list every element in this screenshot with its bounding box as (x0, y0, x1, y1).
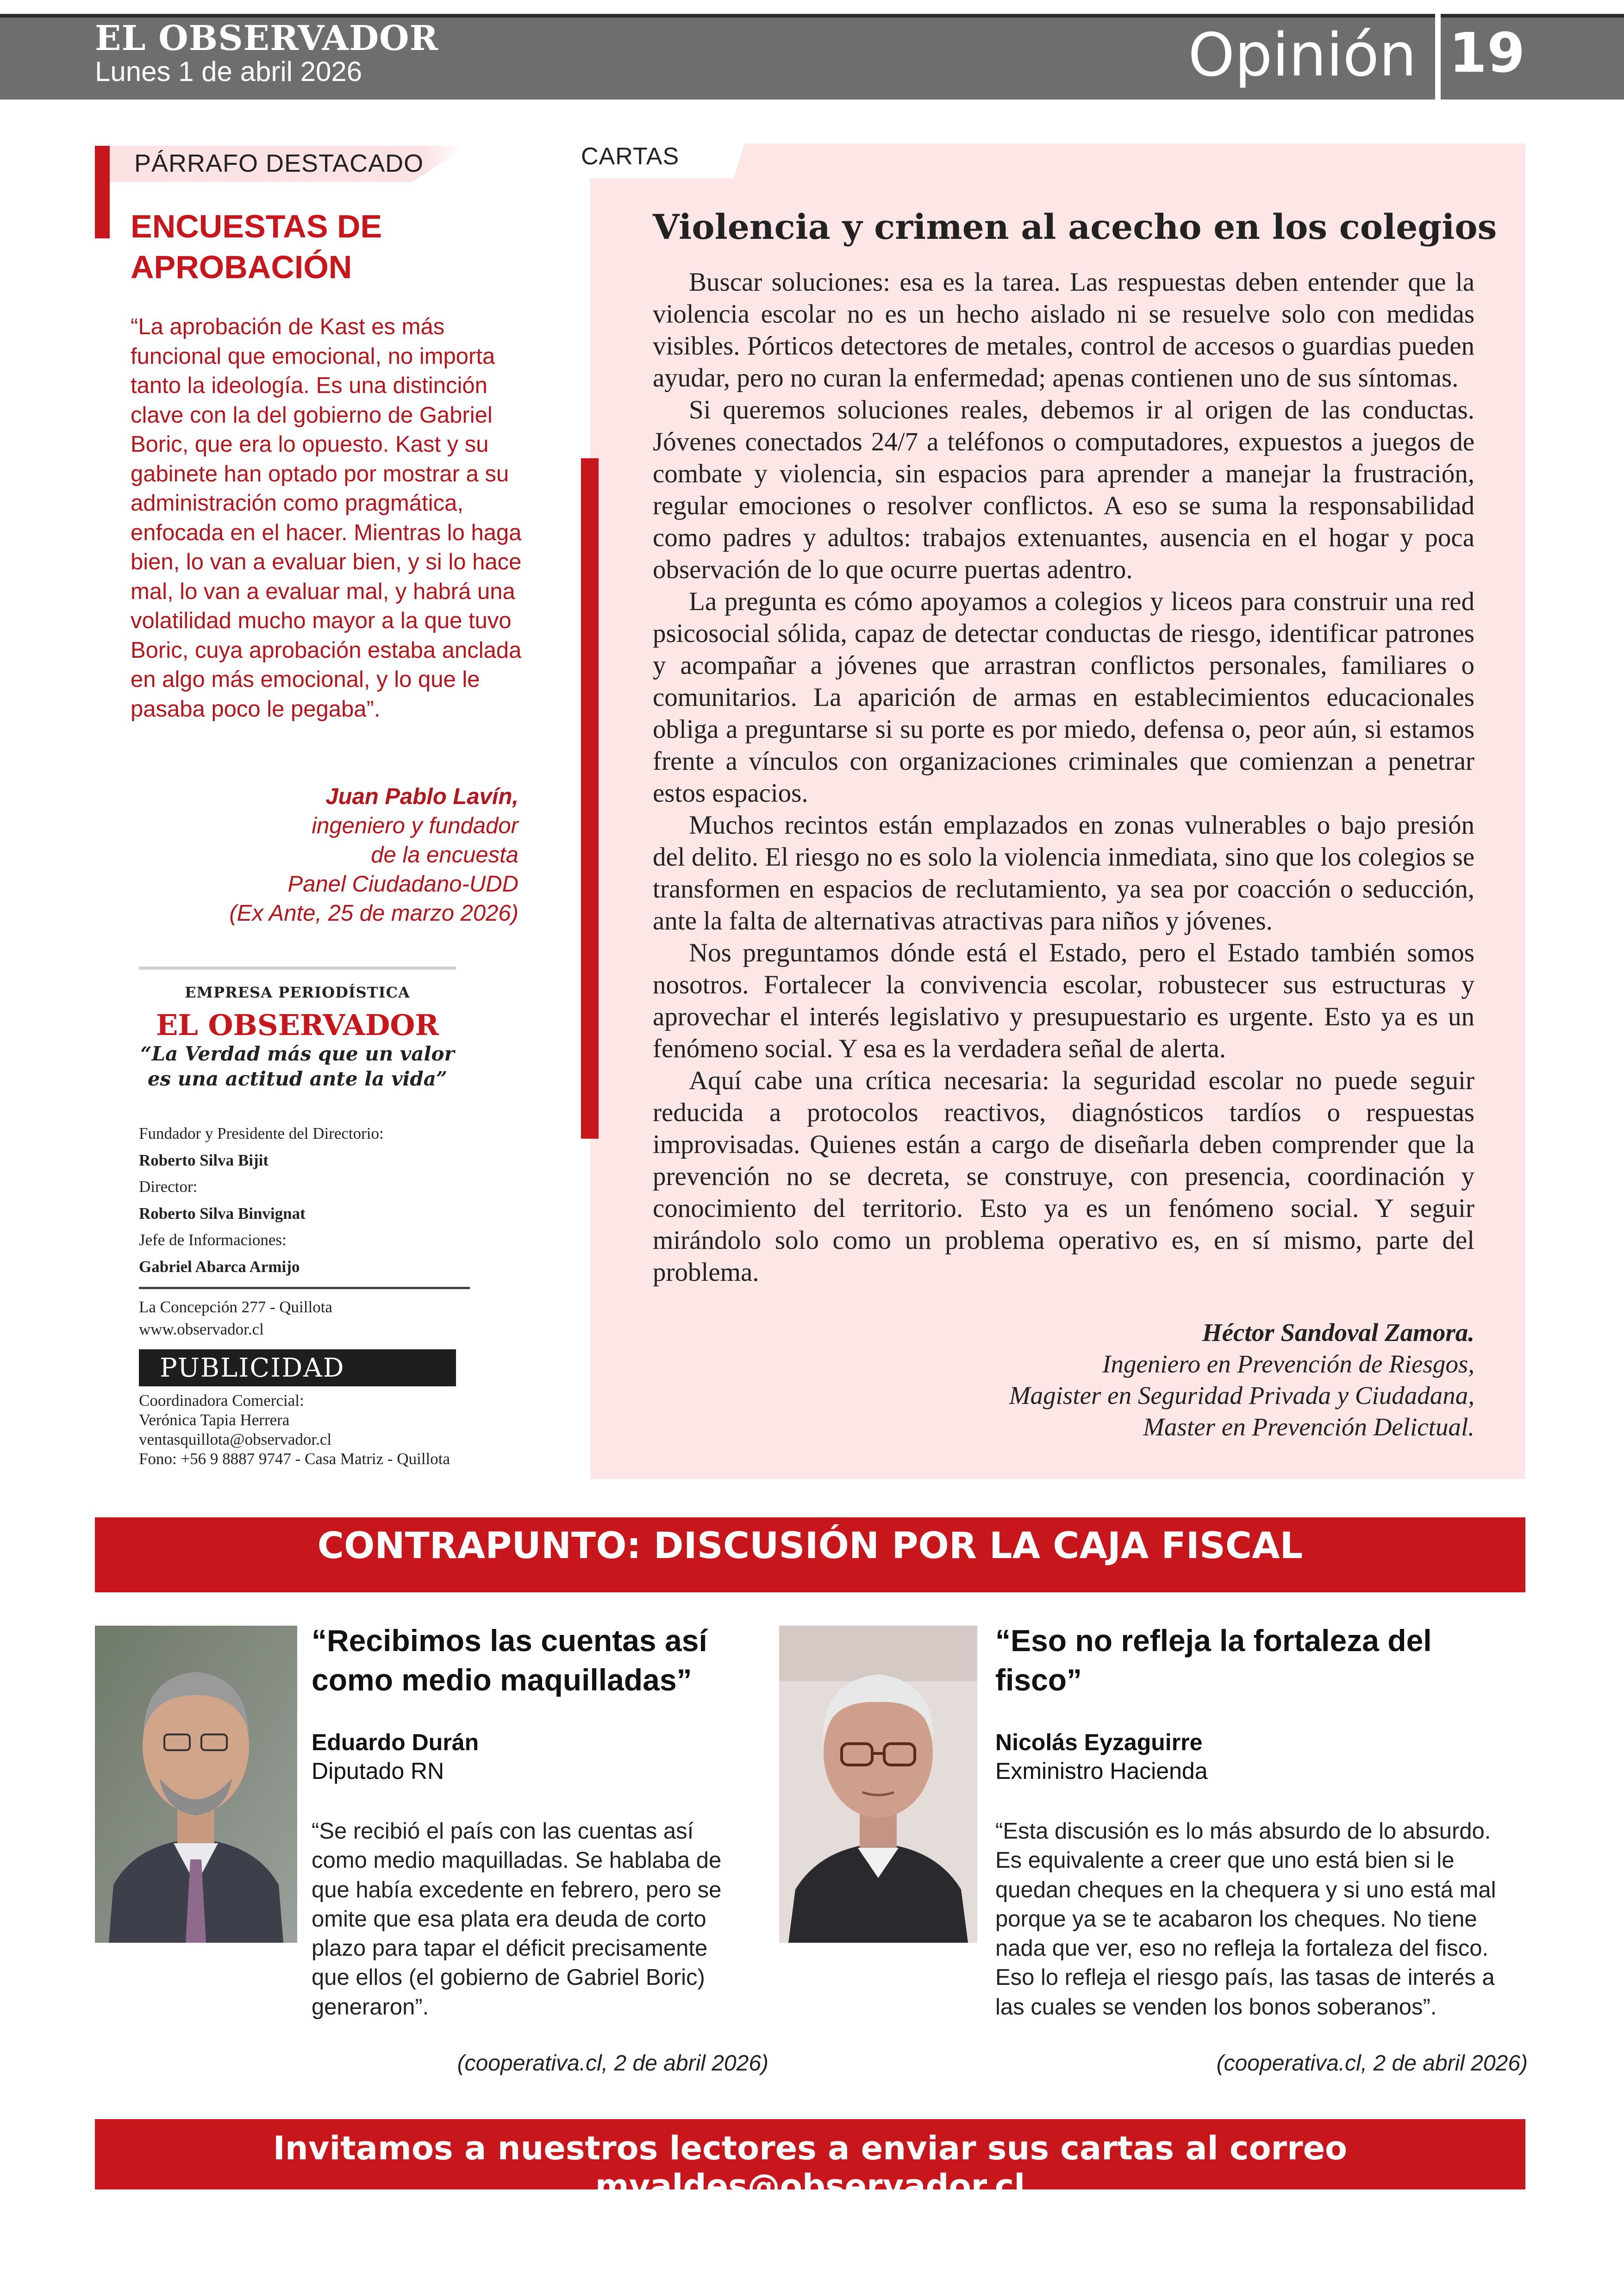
letter-tag: CARTAS (581, 143, 680, 170)
contrapunto-title: CONTRAPUNTO: DISCUSIÓN POR LA CAJA FISCAL (317, 1525, 1303, 1567)
masthead-rule (139, 967, 456, 970)
publicidad-label: PUBLICIDAD (160, 1353, 345, 1383)
featured-signature (139, 782, 518, 928)
ads-phone: Fono: +56 9 8887 9747 - Casa Matriz - Quillota (139, 1450, 450, 1468)
contrapunto-right-headline: “Eso no refleja la fortaleza del fisco” (995, 1623, 1432, 1697)
featured-role-1: ingeniero y fundador (312, 813, 518, 838)
motto-line-1: “La Verdad más que un valor (140, 1042, 455, 1065)
contrapunto-left-source: (cooperativa.cl, 2 de abril 2026) (457, 2051, 768, 2076)
contrapunto-left-name: Eduardo Durán (312, 1729, 479, 1755)
letter-role-1: Ingeniero en Prevención de Riesgos, (1102, 1350, 1474, 1378)
founder-name: Roberto Silva Bijit (139, 1151, 269, 1169)
motto-line-2: es una actitud ante la vida” (147, 1067, 448, 1090)
featured-headline: ENCUESTAS DE APROBACIÓN (131, 208, 382, 285)
letter-role-2: Magister en Seguridad Privada y Ciudadana, (1009, 1381, 1474, 1409)
contrapunto-right-quote: “Esta discusión es lo más absurdo de lo absurdo. Es equivalente a creer que uno está bien si le quedan cheques en la chequera y si uno está mal porque ya se te acabaron los cheques. No tiene nada que ver, eso no refleja la fortaleza del fisco. Eso lo refleja el riesgo país, las tasas de interés a las cuales se venden los bonos soberanos”. (995, 1819, 1496, 2020)
letter-signature (741, 1317, 1474, 1443)
featured-author: Juan Pablo Lavín, (325, 784, 518, 809)
portrait-image (779, 1626, 977, 1943)
header-divider (1435, 14, 1441, 100)
founder-label: Fundador y Presidente del Directorio: (139, 1124, 384, 1142)
page-number: 19 (1449, 21, 1525, 85)
header-date: Lunes 1 de abril 2026 (95, 56, 362, 87)
news-chief-name: Gabriel Abarca Armijo (139, 1257, 300, 1276)
masthead-address-block (139, 1296, 472, 1341)
letter-title: Violencia y crimen al acecho en los colegios (653, 207, 1497, 247)
letter-paragraph: Nos preguntamos dónde está el Estado, pero el Estado también somos nosotros. Fortalecer la convivencia escolar, robustecer sus estructuras y aprovechar el interés legislativo y presupuestario es urgente. Esto ya es un fenómeno social. Y esa es la verdadera señal de alerta. (653, 938, 1474, 1063)
invitation-text: Invitamos a nuestros lectores a enviar sus cartas al correo mvaldes@observador.cl (273, 2129, 1348, 2205)
letter-author: Héctor Sandoval Zamora. (1202, 1318, 1474, 1347)
ads-email[interactable]: ventasquillota@observador.cl (139, 1430, 332, 1448)
letter-accent-bar (581, 458, 599, 1139)
director-label: Director: (139, 1178, 198, 1196)
news-chief-label: Jefe de Informaciones: (139, 1231, 287, 1249)
masthead-address: La Concepción 277 - Quillota (139, 1298, 332, 1316)
featured-quote: “La aprobación de Kast es más funcional que emocional, no importa tanto la ideología. Es una distinción clave con la del gobierno de Gabriel Boric, que era lo opuesto. Kast y su gabinete han optado por mostrar a su administración como pragmática, enfocada en el hacer. Mientras lo haga bien, lo van a evaluar bien, y si lo hace mal, lo van a evaluar mal, y habrá una volatilidad mucho mayor a la que tuvo Boric, cuya aprobación estaba anclada en algo más emocional, y lo que le pasaba poco le pegaba”. (131, 314, 522, 722)
letter-paragraph: La pregunta es cómo apoyamos a colegios y liceos para construir una red psicosocial sólida, capaz de detectar conductas de riesgo, identificar patrones y acompañar a jóvenes que arrastran conflictos personales, familiares o comunitarios. La aparición de armas en establecimientos educacionales obliga a preguntarse si su porte es por miedo, defensa o, peor aún, si estamos frente a vínculos con organizaciones criminales que comienzan a penetrar estos espacios. (653, 587, 1474, 808)
masthead-staff (139, 1120, 472, 1280)
header-section: Opinión (1188, 21, 1417, 90)
masthead-rule-2 (139, 1287, 470, 1289)
ads-coord-label: Coordinadora Comercial: (139, 1391, 304, 1409)
ads-coord-name: Verónica Tapia Herrera (139, 1411, 290, 1429)
header-paper-name: EL OBSERVADOR (95, 19, 439, 58)
featured-role-3: Panel Ciudadano-UDD (287, 872, 518, 897)
letter-paragraph: Si queremos soluciones reales, debemos ir al origen de las conductas. Jóvenes conectados 24/7 a teléfonos o computadores, expuestos a juegos de combate y violencia, sin espacios para aprender a manejar la frustración, regular emociones o resolver conflictos. A eso se suma la responsabilidad como padres y adultos: trabajos extenuantes, ausencia en el hogar y poca observación de lo que ocurre puertas adentro. (653, 395, 1474, 584)
portrait-eduardo-duran (95, 1626, 297, 1943)
contrapunto-right-name: Nicolás Eyzaguirre (995, 1729, 1203, 1755)
masthead-logo: EL OBSERVADOR (156, 1008, 439, 1042)
contrapunto-right-source: (cooperativa.cl, 2 de abril 2026) (1216, 2051, 1528, 2076)
publicidad-info (139, 1391, 486, 1469)
featured-source: (Ex Ante, 25 de marzo 2026) (229, 901, 518, 926)
letter-paragraph: Aquí cabe una crítica necesaria: la seguridad escolar no puede seguir reducida a protocolos reactivos, diagnósticos tardíos o respuestas improvisadas. Quienes están a cargo de diseñarla deben comprender que la prevención no se decreta, se construye, con presencia, coordinación y conocimiento del territorio. Esto ya es un fenómeno social. Y seguir mirándolo solo como un problema operativo es, en sí mismo, parte del problema. (653, 1066, 1474, 1287)
portrait-image (95, 1626, 297, 1943)
featured-accent-bar (95, 146, 110, 238)
contrapunto-right-role: Exministro Hacienda (995, 1758, 1208, 1784)
letter-paragraph: Muchos recintos están emplazados en zonas vulnerables o bajo presión del delito. El riesgo no es solo la violencia inmediata, sino que los colegios se transformen en espacios de reclutamiento, ya sea por coacción o seducción, ante la falta de alternativas atractivas para niños y jóvenes. (653, 811, 1474, 935)
masthead-motto (139, 1041, 456, 1091)
contrapunto-left-role: Diputado RN (312, 1758, 444, 1784)
contrapunto-left-quote: “Se recibió el país con las cuentas así como medio maquilladas. Se hablaba de que había excedente en febrero, pero se omite que esa plata era deuda de corto plazo para tapar el déficit precisamente que ellos (el gobierno de Gabriel Boric) generaron”. (312, 1819, 722, 2020)
featured-role-2: de la encuesta (371, 842, 518, 867)
masthead-website[interactable]: www.observador.cl (139, 1320, 264, 1338)
director-name: Roberto Silva Binvignat (139, 1204, 306, 1222)
masthead-company-label: EMPRESA PERIODÍSTICA (185, 984, 410, 1001)
contrapunto-left-headline: “Recibimos las cuentas así como medio maquilladas” (312, 1623, 707, 1697)
letter-role-3: Master en Prevención Delictual. (1143, 1413, 1474, 1441)
letter-body (653, 266, 1474, 1288)
featured-tag: PÁRRAFO DESTACADO (134, 150, 424, 177)
letter-paragraph: Buscar soluciones: esa es la tarea. Las respuestas deben entender que la violencia escolar no es un hecho aislado ni se resuelve solo con medidas visibles. Pórticos detectores de metales, control de accesos o guardias pueden ayudar, pero no curan la enfermedad; apenas contienen uno de sus síntomas. (653, 268, 1474, 393)
portrait-nicolas-eyzaguirre (779, 1626, 977, 1943)
